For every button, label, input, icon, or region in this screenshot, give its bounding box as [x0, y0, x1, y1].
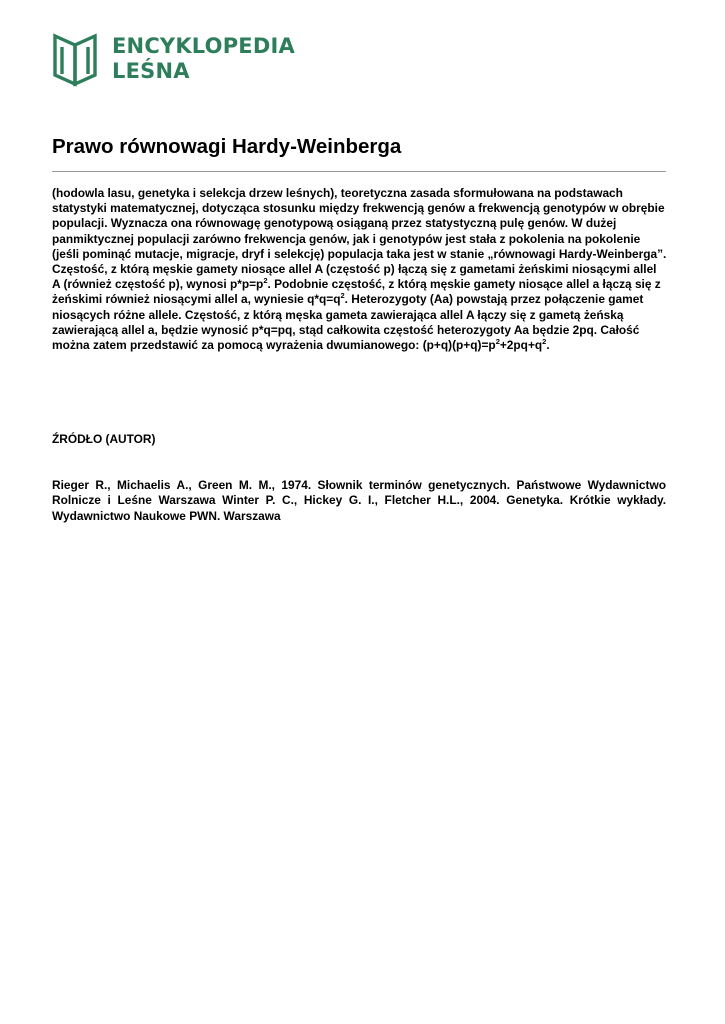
formula-part-a: (p+q)(p+q)=p — [422, 338, 496, 353]
logo-line-2: LEŚNA — [112, 59, 190, 83]
source-reference: Rieger R., Michaelis A., Green M. M., 1974. Słownik terminów genetycznych. Państwowe Wydawnictwo Rolnicze i Leśne Warszawa Winter P. C., Hickey G. I., Fletcher H.L., 2004. Genetyka. Krótkie wykłady. Wydawnictwo Naukowe PWN. Warszawa — [52, 478, 666, 523]
formula-part-b: +2pq+q — [499, 338, 543, 353]
logo-line-1: ENCYKLOPEDIA — [112, 34, 295, 58]
superscript: 2 — [340, 291, 345, 301]
logo-wordmark — [112, 34, 295, 84]
body-part-2: . Podobnie częstość, z którą męskie gamety niosące allel a łączą się z żeńskimi również niosącymi allel a, wyniesie q*q=q — [52, 277, 661, 307]
source-heading: ŹRÓDŁO (AUTOR) — [52, 432, 156, 446]
open-book-icon — [52, 33, 98, 87]
page-title: Prawo równowagi Hardy-Weinberga — [52, 135, 402, 158]
superscript: 2 — [263, 276, 268, 286]
superscript: 2 — [495, 337, 500, 347]
article-body — [52, 186, 667, 353]
superscript: 2 — [542, 337, 547, 347]
title-divider — [52, 171, 666, 172]
encyclopedia-logo[interactable] — [52, 33, 295, 87]
body-part-1: (hodowla lasu, genetyka i selekcja drzew leśnych), teoretyczna zasada sformułowana na podstawach statystyki matematycznej, dotycząca stosunku między frekwencją genów a frekwencją genotypów w obrębie populacji. Wyznacza ona równowagę genotypową osiąganą przez statystyczną pulę genów. W dużej panmiktycznej populacji zarówno frekwencja genów, jak i genotypów jest stała z pokolenia na pokolenie (jeśli pominąć mutacje, migracje, dryf i selekcję) populacja taka jest w stanie „równowagi Hardy-Weinberga”. Częstość, z którą męskie gamety niosące allel A (częstość p) łączą się z gametami żeńskimi niosącymi allel A (również częstość p), wynosi p*p=p — [52, 186, 667, 292]
body-part-3: . Heterozygoty (Aa) powstają przez połączenie gamet niosących różne allele. Częstość, z którą męska gameta zawierająca allel A łączy się z gametą żeńską zawierającą allel a, będzie wynosić p*q=pq, stąd całkowita częstość heterozygoty Aa będzie 2pq. Całość można zatem przedstawić za pomocą wyrażenia dwumianowego: — [52, 292, 644, 353]
formula-end: . — [546, 338, 550, 353]
